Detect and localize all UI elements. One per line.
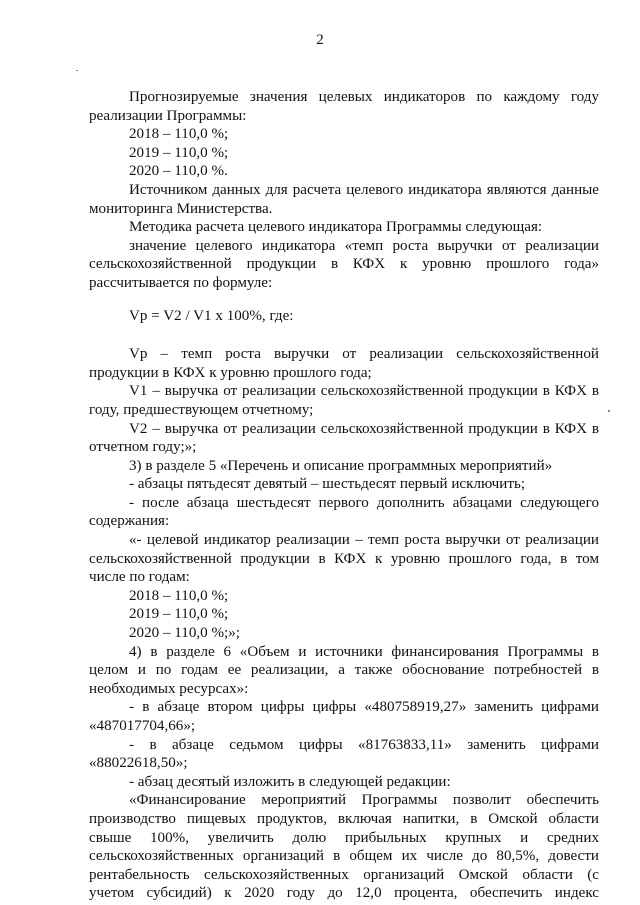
indicator-2019: 2019 – 110,0 %; bbox=[129, 606, 229, 623]
paragraph-financing-6: учетом субсидий) к 2020 году до 12,0 процента, обеспечить индекс bbox=[89, 885, 599, 902]
document-body bbox=[89, 88, 599, 903]
definition-v2-cont: отчетном году;»; bbox=[89, 439, 197, 456]
paragraph-financing-5: рентабельность сельскохозяйственных организаций Омской области (с bbox=[89, 866, 599, 883]
paragraph-section-5: 3) в разделе 5 «Перечень и описание программных мероприятий» bbox=[129, 457, 553, 474]
paragraph-indicator-value-cont: сельскохозяйственной продукции в КФХ к уровню прошлого года» bbox=[89, 256, 599, 273]
forecast-2019: 2019 – 110,0 %; bbox=[129, 144, 229, 161]
definition-vp-cont: продукции в КФХ к уровню прошлого года; bbox=[89, 364, 372, 381]
paragraph-financing-4: сельскохозяйственных организаций в общем их числе до 80,5%, довести bbox=[89, 848, 599, 865]
indicator-2020: 2020 – 110,0 %;»; bbox=[129, 625, 240, 642]
paragraph-indicator-value: значение целевого индикатора «темп роста выручки от реализации bbox=[129, 237, 599, 254]
paragraph-section-6-end: необходимых ресурсах»: bbox=[89, 680, 249, 697]
paragraph-methodology: Методика расчета целевого индикатора Программы следующая: bbox=[129, 219, 543, 236]
scan-speck bbox=[608, 410, 610, 412]
paragraph-abzats-2: - в абзаце втором цифры цифры «480758919,27» заменить цифрами bbox=[129, 699, 599, 716]
paragraph-financing-2: производство пищевых продуктов, включая напитки, в Омской области bbox=[89, 810, 599, 827]
forecast-2018: 2018 – 110,0 %; bbox=[129, 126, 229, 143]
paragraph-abzats-7: - в абзаце седьмом цифры «81763833,11» заменить цифрами bbox=[129, 736, 599, 753]
paragraph-section-6: 4) в разделе 6 «Объем и источники финансирования Программы в bbox=[129, 643, 599, 660]
paragraph-forecast-intro: Прогнозируемые значения целевых индикаторов по каждому году bbox=[129, 89, 599, 105]
paragraph-add-abzats-cont: содержания: bbox=[89, 513, 170, 530]
definition-v1: V1 – выручка от реализации сельскохозяйственной продукции в КФХ в bbox=[129, 383, 599, 400]
paragraph-data-source-cont: мониторинга Министерства. bbox=[89, 200, 273, 217]
paragraph-target-indicator-cont: сельскохозяйственной продукции в КФХ к уровню прошлого года, в том bbox=[89, 550, 599, 567]
paragraph-abzats-7-cont: «88022618,50»; bbox=[89, 755, 188, 772]
paragraph-abzats-10: - абзац десятый изложить в следующей редакции: bbox=[129, 773, 451, 790]
paragraph-financing-3: свыше 100%, увеличить долю прибыльных крупных и средних bbox=[89, 829, 599, 846]
paragraph-target-indicator: «- целевой индикатор реализации – темп роста выручки от реализации bbox=[129, 532, 599, 549]
paragraph-exclude-abzats: - абзацы пятьдесят девятый – шестьдесят первый исключить; bbox=[129, 476, 526, 493]
forecast-2020: 2020 – 110,0 %. bbox=[129, 163, 228, 180]
scan-speck bbox=[76, 70, 78, 71]
paragraph-indicator-value-end: рассчитывается по формуле: bbox=[89, 274, 273, 291]
paragraph-financing: «Финансирование мероприятий Программы позволит обеспечить bbox=[129, 792, 599, 809]
definition-vp: Vp – темп роста выручки от реализации сельскохозяйственной bbox=[129, 346, 599, 363]
paragraph-abzats-2-cont: «487017704,66»; bbox=[89, 718, 196, 734]
paragraph-section-6-cont: целом и по годам ее реализации, а также обоснование потребностей в bbox=[89, 662, 599, 679]
definition-v1-cont: году, предшествующем отчетному; bbox=[89, 401, 314, 418]
indicator-2018: 2018 – 110,0 %; bbox=[129, 587, 229, 604]
paragraph-add-abzats: - после абзаца шестьдесят первого дополнить абзацами следующего bbox=[129, 494, 599, 511]
page-number: 2 bbox=[316, 32, 324, 48]
definition-v2: V2 – выручка от реализации сельскохозяйственной продукции в КФХ в bbox=[129, 420, 599, 437]
paragraph-target-indicator-end: числе по годам: bbox=[89, 569, 190, 586]
formula: Vp = V2 / V1 x 100%, где: bbox=[129, 307, 294, 324]
paragraph-forecast-intro-cont: реализации Программы: bbox=[89, 107, 247, 124]
paragraph-data-source: Источником данных для расчета целевого индикатора являются данные bbox=[129, 181, 599, 198]
